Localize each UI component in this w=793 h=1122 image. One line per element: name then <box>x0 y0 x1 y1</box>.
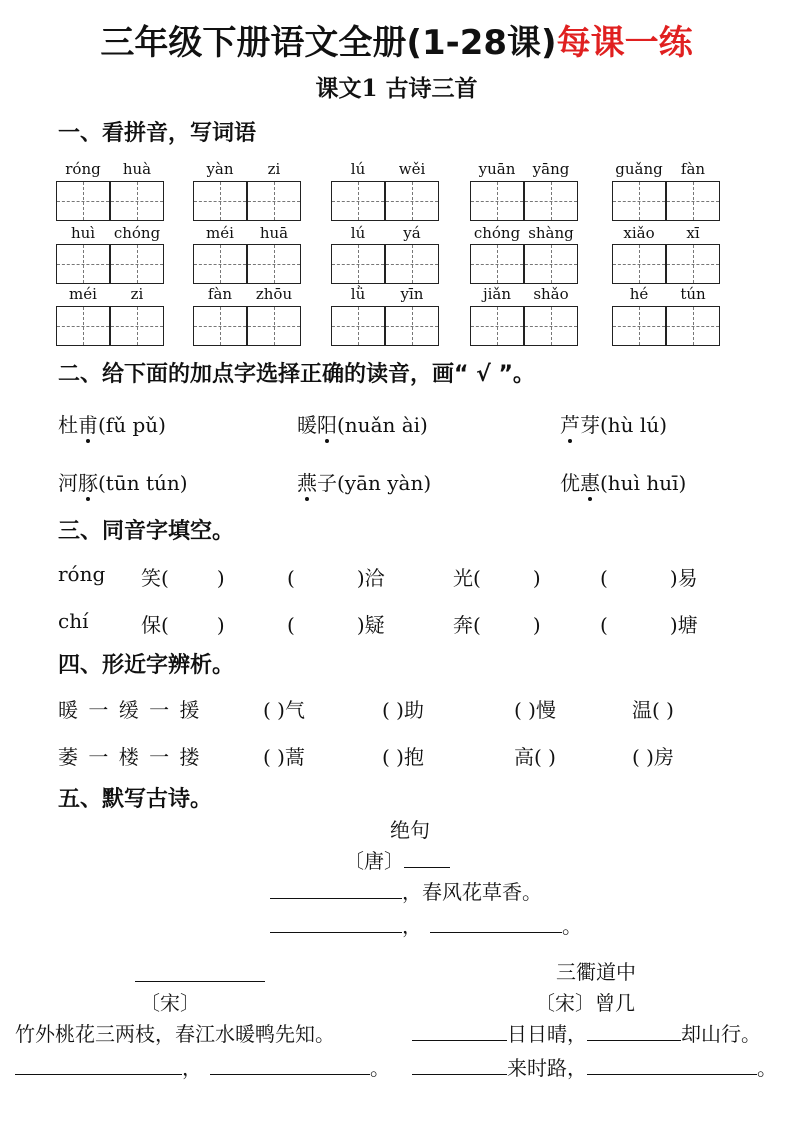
section-3-heading: 三、同音字填空。 <box>58 519 235 544</box>
pinyin-label: lú <box>350 160 366 178</box>
page-title: 三年级下册语文全册(1-28课)每课一练 <box>100 23 693 63</box>
poem2-line1: 竹外桃花三两枝，春江水暖鸭先知。 <box>15 1022 335 1046</box>
pinyin-label: fàn <box>680 160 706 178</box>
pinyin-label: yāng <box>532 160 570 178</box>
writing-box[interactable] <box>524 306 578 346</box>
q2-item: 河豚(tūn tún) <box>58 467 188 496</box>
q4-blank[interactable]: ( )抱 <box>382 745 424 769</box>
poem1-dynasty: 〔唐〕 <box>344 845 450 874</box>
q2-item: 杜甫(fǔ pǔ) <box>58 409 166 438</box>
pinyin-label: méi <box>69 285 97 303</box>
writing-box[interactable] <box>385 244 439 284</box>
poem1-line1: ，春风花草香。 <box>270 876 542 905</box>
poem-blank[interactable] <box>270 912 402 933</box>
writing-box[interactable] <box>524 181 578 221</box>
poem1-author-blank[interactable] <box>404 847 450 868</box>
pinyin-label: wěi <box>398 160 426 178</box>
pinyin-label: chóng <box>473 224 521 242</box>
q4-blank[interactable]: ( )气 <box>263 698 305 722</box>
poem3-line1: 日日晴， 却山行。 <box>412 1018 761 1047</box>
poem3-title: 三衢道中 <box>556 960 636 984</box>
pinyin-label: lú <box>350 224 366 242</box>
writing-box[interactable] <box>331 181 385 221</box>
writing-box[interactable] <box>385 181 439 221</box>
q3-pinyin: róng <box>58 562 106 586</box>
pinyin-label: guǎng <box>615 160 663 178</box>
poem-blank[interactable] <box>270 878 402 899</box>
pinyin-label: hé <box>629 285 649 303</box>
q3-blank-c[interactable]: 奔( ) <box>453 613 541 637</box>
writing-box[interactable] <box>247 181 301 221</box>
writing-box[interactable] <box>110 244 164 284</box>
writing-box[interactable] <box>524 244 578 284</box>
lesson-subtitle: 课文1 古诗三首 <box>315 75 478 102</box>
q4-chars: 萎 一 楼 一 搂 <box>58 745 202 769</box>
poem1-line2: ， 。 <box>270 910 582 939</box>
q2-item: 燕子(yān yàn) <box>297 467 431 496</box>
writing-box[interactable] <box>331 306 385 346</box>
writing-box[interactable] <box>56 306 110 346</box>
q4-blank[interactable]: ( )慢 <box>514 698 556 722</box>
q4-chars: 暖 一 缓 一 援 <box>58 698 202 722</box>
poem2-title-blank[interactable] <box>135 961 265 986</box>
writing-box[interactable] <box>666 306 720 346</box>
writing-box[interactable] <box>470 306 524 346</box>
pinyin-label: róng <box>65 160 101 178</box>
writing-box[interactable] <box>612 306 666 346</box>
poem-blank[interactable] <box>15 1054 182 1075</box>
poem-blank[interactable] <box>430 912 562 933</box>
pinyin-label: jiǎn <box>482 285 512 303</box>
pinyin-label: xī <box>686 224 700 242</box>
q3-blank-a[interactable]: 笑( ) <box>141 566 225 590</box>
pinyin-label: tún <box>680 285 706 303</box>
q2-item: 芦芽(hù lú) <box>560 409 667 438</box>
q3-blank-a[interactable]: 保( ) <box>141 613 225 637</box>
pinyin-label: zi <box>130 285 144 303</box>
poem1-title: 绝句 <box>390 818 430 842</box>
pinyin-label: yuān <box>478 160 516 178</box>
pinyin-label: yàn <box>206 160 234 178</box>
writing-box[interactable] <box>56 181 110 221</box>
section-4-heading: 四、形近字辨析。 <box>58 653 235 678</box>
writing-box[interactable] <box>193 244 247 284</box>
writing-box[interactable] <box>110 306 164 346</box>
pinyin-label: zhōu <box>255 285 293 303</box>
poem-blank[interactable] <box>412 1020 507 1041</box>
q3-blank-c[interactable]: 光( ) <box>453 566 541 590</box>
pinyin-label: méi <box>206 224 234 242</box>
pinyin-label: yīn <box>400 285 424 303</box>
q2-item: 优惠(huì huī) <box>560 467 686 496</box>
pinyin-label: huì <box>70 224 96 242</box>
poem2-dynasty: 〔宋〕 <box>140 991 200 1015</box>
writing-box[interactable] <box>470 244 524 284</box>
poem-blank[interactable] <box>587 1054 757 1075</box>
q4-blank[interactable]: ( )蒿 <box>263 745 305 769</box>
q4-blank[interactable]: 温( ) <box>632 698 674 722</box>
q3-blank-d[interactable]: ( )易 <box>600 566 698 590</box>
pinyin-label: shǎo <box>533 285 569 303</box>
q3-blank-b[interactable]: ( )洽 <box>287 566 385 590</box>
writing-box[interactable] <box>666 244 720 284</box>
writing-box[interactable] <box>666 181 720 221</box>
q4-blank[interactable]: 高( ) <box>514 745 556 769</box>
pinyin-label: xiǎo <box>623 224 655 242</box>
pinyin-label: lǜ <box>350 285 366 303</box>
writing-box[interactable] <box>193 306 247 346</box>
writing-box[interactable] <box>331 244 385 284</box>
pinyin-label: shàng <box>528 224 574 242</box>
writing-box[interactable] <box>110 181 164 221</box>
pinyin-label: fàn <box>207 285 233 303</box>
writing-box[interactable] <box>56 244 110 284</box>
pinyin-label: huà <box>122 160 152 178</box>
q3-blank-d[interactable]: ( )塘 <box>600 613 698 637</box>
writing-box[interactable] <box>193 181 247 221</box>
q3-blank-b[interactable]: ( )疑 <box>287 613 385 637</box>
poem3-dynasty: 〔宋〕曾几 <box>535 991 635 1015</box>
pinyin-label: huā <box>259 224 289 242</box>
poem-blank[interactable] <box>587 1020 681 1041</box>
poem3-line2: 来时路， 。 <box>412 1052 777 1081</box>
writing-box[interactable] <box>470 181 524 221</box>
section-5-heading: 五、默写古诗。 <box>58 787 213 812</box>
poem-blank[interactable] <box>210 1054 370 1075</box>
title-highlight: 每课一练 <box>556 23 693 63</box>
writing-box[interactable] <box>612 181 666 221</box>
q4-blank[interactable]: ( )房 <box>632 745 674 769</box>
writing-box[interactable] <box>247 244 301 284</box>
writing-box[interactable] <box>385 306 439 346</box>
section-2-heading: 二、给下面的加点字选择正确的读音，画“ √ ”。 <box>58 362 535 387</box>
poem-blank[interactable] <box>412 1054 507 1075</box>
pinyin-label: zi <box>267 160 281 178</box>
writing-box[interactable] <box>247 306 301 346</box>
q4-blank[interactable]: ( )助 <box>382 698 424 722</box>
writing-box[interactable] <box>612 244 666 284</box>
poem2-line2: ， 。 <box>15 1052 390 1081</box>
pinyin-label: chóng <box>113 224 161 242</box>
section-1-heading: 一、看拼音，写词语 <box>58 121 257 146</box>
q2-item: 暖阳(nuǎn ài) <box>297 409 428 438</box>
pinyin-label: yá <box>403 224 421 242</box>
q3-pinyin: chí <box>58 609 89 633</box>
